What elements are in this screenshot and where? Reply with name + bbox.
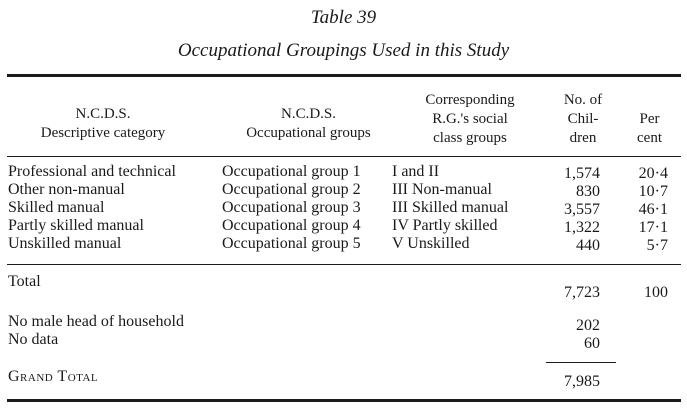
table-row-group: Occupational group 5 [222, 235, 361, 252]
bottom-rule [7, 399, 681, 402]
table-row-children: 440 [576, 237, 600, 254]
table-row-children: 1,322 [564, 219, 600, 236]
table-row-group: Occupational group 1 [222, 163, 361, 180]
grand-total-children: 7,985 [564, 373, 600, 390]
table-row-rg: IV Partly skilled [392, 217, 498, 234]
header-rg-line3: class groups [433, 130, 507, 146]
header-rule [7, 156, 681, 157]
col-percent [620, 165, 668, 255]
header-rg-line1: Corresponding [425, 92, 515, 108]
table-row-percent: 20·4 [638, 165, 668, 182]
header-category-line1: N.C.D.S. [75, 106, 131, 122]
header-group [226, 105, 391, 143]
header-percent [622, 110, 677, 148]
header-group-line2: Occupational groups [246, 125, 371, 141]
total-children: 7,723 [564, 284, 600, 301]
table-number: Table 39 [310, 7, 377, 28]
table-row-rg: I and II [392, 163, 440, 180]
table-row-category: Partly skilled manual [8, 217, 144, 234]
table-row-children: 3,557 [564, 201, 600, 218]
table-row-rg: III Skilled manual [392, 199, 509, 216]
table-row-rg: V Unskilled [392, 235, 470, 252]
extra-row-label: No data [8, 331, 59, 348]
table-row-group: Occupational group 2 [222, 181, 361, 198]
header-category [33, 105, 173, 143]
extra-labels [8, 313, 184, 349]
table-row-category: Skilled manual [8, 199, 105, 216]
col-rg [392, 163, 508, 253]
col-children [540, 165, 600, 255]
extra-row-children: 202 [576, 317, 600, 334]
header-rg-line2: R.G.'s social [432, 111, 508, 127]
header-children [548, 91, 618, 148]
table-row-percent: 5·7 [646, 237, 668, 254]
table-title: Occupational Groupings Used in this Study [177, 40, 510, 61]
col-group [222, 163, 361, 253]
table-row-children: 1,574 [564, 165, 600, 182]
header-percent-line1: Per [639, 111, 660, 127]
table-row-rg: III Non-manual [392, 181, 492, 198]
table-row-category: Professional and technical [8, 163, 176, 180]
table-row-category: Other non-manual [8, 181, 125, 198]
table-row-percent: 17·1 [638, 219, 668, 236]
subtotal-rule [546, 362, 616, 363]
table-row-percent: 46·1 [638, 201, 668, 218]
header-children-line1: No. of [563, 92, 603, 108]
body-rule [7, 264, 681, 265]
header-rg [400, 91, 540, 148]
table-row-children: 830 [576, 183, 600, 200]
table-row-group: Occupational group 3 [222, 199, 361, 216]
header-children-line3: dren [569, 130, 597, 146]
top-rule [7, 74, 681, 77]
header-group-line1: N.C.D.S. [280, 106, 336, 122]
total-percent: 100 [644, 284, 668, 301]
table-row-group: Occupational group 4 [222, 217, 361, 234]
table-row-category: Unskilled manual [8, 235, 122, 252]
extra-row-children: 60 [584, 335, 600, 352]
header-percent-line2: cent [637, 130, 662, 146]
table-row-percent: 10·7 [638, 183, 668, 200]
header-category-line2: Descriptive category [40, 125, 166, 141]
header-children-line2: Chil- [567, 111, 599, 127]
extra-row-label: No male head of household [8, 313, 184, 330]
total-label: Total [8, 273, 41, 290]
grand-total-label: Grand Total [8, 368, 99, 385]
extra-children [540, 317, 600, 353]
col-category [8, 163, 176, 253]
